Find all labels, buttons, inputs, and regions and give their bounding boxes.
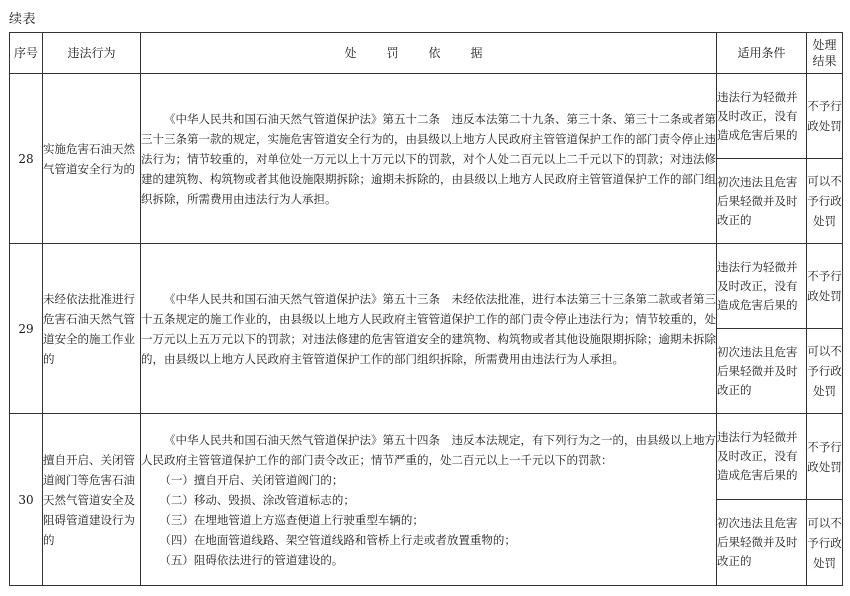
result-cell: 不予行政处罚 <box>807 74 843 159</box>
condition-cell: 违法行为轻微并及时改正，没有造成危害后果的 <box>717 414 807 500</box>
header-result: 处理结果 <box>807 33 843 74</box>
table-header-row <box>10 33 843 74</box>
basis-list-item: （二）移动、毁损、涂改管道标志的； <box>159 492 355 507</box>
result-cell: 不予行政处罚 <box>807 244 843 329</box>
table-row <box>10 74 843 159</box>
result-cell: 可以不予行政处罚 <box>807 329 843 414</box>
basis-cell <box>141 74 717 244</box>
basis-list-item: （一）擅自开启、关闭管道阀门的； <box>159 472 344 487</box>
basis-list-item: （五）阻碍依法进行的管道建设的。 <box>159 552 344 567</box>
continued-table-caption: 续表 <box>9 12 37 27</box>
basis-cell <box>141 414 717 586</box>
condition-cell: 初次违法且危害后果轻微并及时改正的 <box>717 500 807 586</box>
basis-text: 《中华人民共和国石油天然气管道保护法》第五十二条 违反本法第二十九条、第三十条、第三十二条或者第三十三条第一款的规定，实施危害管道安全行为的，由县级以上地方人民政府主管管道保护工作的部门责令停止违法行为；情节较重的，对单位处一万元以上十万元以下的罚款，对个人处二百元以上二千元以下的罚款；对违法修建的建筑物、构筑物或者其他设施限期拆除；逾期未拆除的，由县级以上地方人民政府主管管道保护工作的部门组织拆除，所需费用由违法行为人承担。 <box>141 111 716 206</box>
result-cell: 可以不予行政处罚 <box>807 159 843 244</box>
violation-cell: 擅自开启、关闭管道阀门等危害石油天然气管道安全及阻碍管道建设行为的 <box>43 414 141 586</box>
header-act: 违法行为 <box>43 33 141 74</box>
table-row <box>10 414 843 500</box>
header-basis: 处罚依据 <box>141 33 717 74</box>
basis-text: 《中华人民共和国石油天然气管道保护法》第五十四条 违反本法规定，有下列行为之一的，由县级以上地方人民政府主管管道保护工作的部门责令改正；情节严重的，处二百元以上一千元以下的罚款： <box>141 432 716 467</box>
result-cell: 可以不予行政处罚 <box>807 500 843 586</box>
penalty-table <box>9 32 843 586</box>
condition-cell: 初次违法且危害后果轻微并及时改正的 <box>717 159 807 244</box>
header-cond: 适用条件 <box>717 33 807 74</box>
row-number: 28 <box>10 74 43 244</box>
table-row <box>10 244 843 329</box>
row-number: 30 <box>10 414 43 586</box>
basis-text: 《中华人民共和国石油天然气管道保护法》第五十三条 未经依法批准，进行本法第三十三条第二款或者第三十五条规定的施工作业的，由县级以上地方人民政府主管管道保护工作的部门责令停止违法行为；情节较重的，处一万元以上五万元以下的罚款；对违法修建的危害管道安全的建筑物、构筑物或者其他设施限期拆除；逾期未拆除的，由县级以上地方人民政府主管管道保护工作的部门组织拆除，所需费用由违法行为人承担。 <box>141 291 716 366</box>
basis-list-item: （四）在地面管道线路、架空管道线路和管桥上行走或者放置重物的； <box>159 532 516 547</box>
condition-cell: 初次违法且危害后果轻微并及时改正的 <box>717 329 807 414</box>
basis-list-item: （三）在埋地管道上方巡查便道上行驶重型车辆的； <box>159 512 424 527</box>
condition-cell: 违法行为轻微并及时改正，没有造成危害后果的 <box>717 244 807 329</box>
row-number: 29 <box>10 244 43 414</box>
header-num: 序号 <box>10 33 43 74</box>
result-cell: 不予行政处罚 <box>807 414 843 500</box>
violation-cell: 未经依法批准进行危害石油天然气管道安全的施工作业的 <box>43 244 141 414</box>
condition-cell: 违法行为轻微并及时改正，没有造成危害后果的 <box>717 74 807 159</box>
violation-cell: 实施危害石油天然气管道安全行为的 <box>43 74 141 244</box>
basis-cell <box>141 244 717 414</box>
